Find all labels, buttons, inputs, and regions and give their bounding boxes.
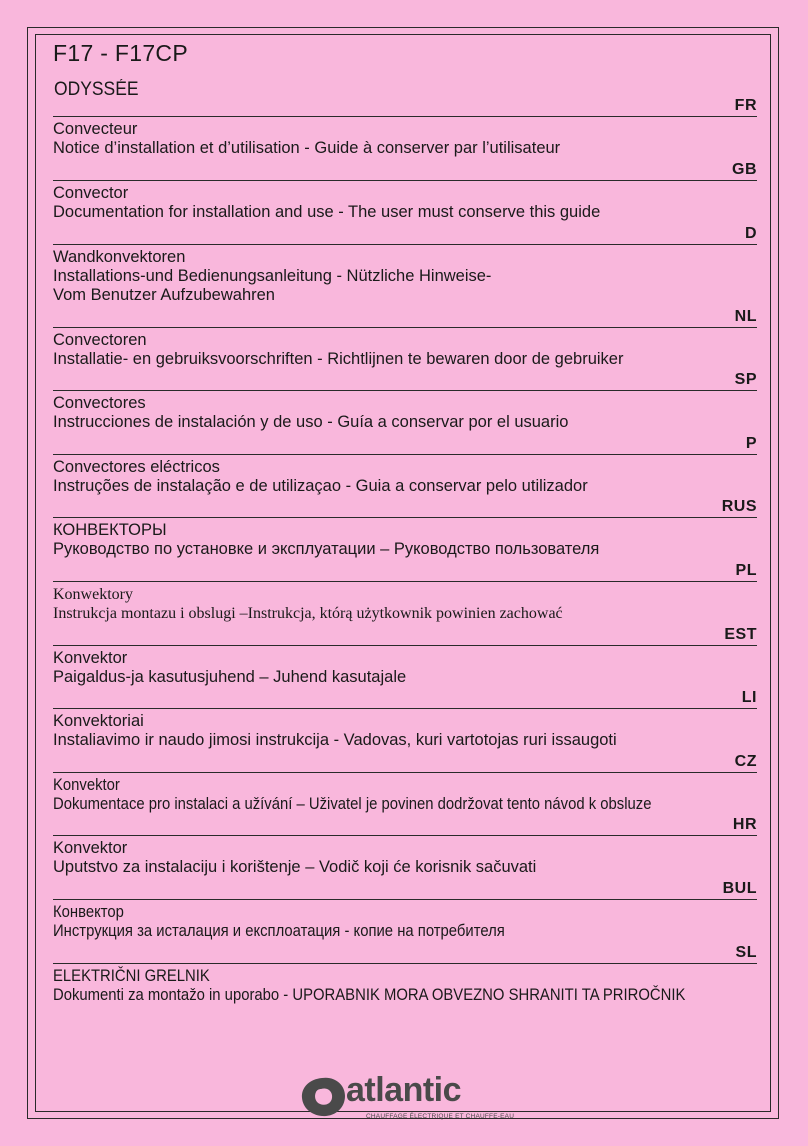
section-title: Convector xyxy=(53,184,129,202)
divider xyxy=(53,708,757,709)
language-code: SL xyxy=(735,944,757,961)
section-description: Documentation for installation and use - The user must conserve this guide xyxy=(53,203,601,221)
language-code: PL xyxy=(735,562,757,579)
section-title: Konvektoriai xyxy=(53,712,144,730)
brand-name: atlantic xyxy=(346,1071,462,1109)
section-description: Installations-und Bedienungsanleitung - Nützliche Hinweise- xyxy=(53,267,492,285)
section-description: Notice d’installation et d’utilisation - Guide à conserver par l’utilisateur xyxy=(53,139,561,157)
section-description: Instrukcja montazu i obslugi –Instrukcja, którą użytkownik powinien zachować xyxy=(53,605,563,622)
section-description: Instaliavimo ir naudo jimosi instrukcija - Vadovas, kuri vartotojas ruri issaugoti xyxy=(53,731,617,749)
divider xyxy=(53,581,757,582)
divider xyxy=(53,244,757,245)
series-name: ODYSSÉE xyxy=(54,79,139,100)
divider xyxy=(53,390,757,391)
section-description: Instruções de instalação e de utilizaçao - Guia a conservar pelo utilizador xyxy=(53,477,588,495)
section-title: Konvektor xyxy=(53,839,128,857)
language-code: CZ xyxy=(734,753,757,770)
section-title: Convectores eléctricos xyxy=(53,458,220,476)
divider xyxy=(53,835,757,836)
language-code: D xyxy=(744,225,757,242)
section-description: Инструкция за исталация и експлоатация - копие на потребителя xyxy=(53,922,505,940)
language-code: GB xyxy=(732,161,757,178)
language-code: LI xyxy=(741,689,757,706)
language-code: SP xyxy=(734,371,757,388)
section-title: Konvektor xyxy=(53,776,120,794)
section-description: Dokumentace pro instalaci a užívání – Uživatel je povinen dodržovat tento návod k obsluze xyxy=(53,795,652,813)
atlantic-logo-mark-icon xyxy=(300,1075,348,1119)
divider xyxy=(53,963,757,964)
atlantic-logo xyxy=(300,1071,515,1125)
brand-tagline: CHAUFFAGE ÉLECTRIQUE ET CHAUFFE-EAU xyxy=(366,1113,515,1120)
section-title: КОНВЕКТОРЫ xyxy=(53,521,167,539)
divider xyxy=(53,327,757,328)
section-title: Convecteur xyxy=(53,120,138,138)
section-description: Руководство по установке и эксплуатации – Руководство пользователя xyxy=(53,540,600,558)
section-title: Konwektory xyxy=(53,586,133,603)
language-code: HR xyxy=(732,816,757,833)
language-code: BUL xyxy=(722,880,757,897)
divider xyxy=(53,517,757,518)
section-title: Konvektor xyxy=(53,649,128,667)
section-description: Instrucciones de instalación y de uso - Guía a conservar por el usuario xyxy=(53,413,569,431)
section-title: ELEKTRIČNI GRELNIK xyxy=(53,967,210,985)
language-code: EST xyxy=(724,626,757,643)
language-code: FR xyxy=(734,97,757,114)
divider xyxy=(53,116,757,117)
divider xyxy=(53,899,757,900)
section-description-line-2: Vom Benutzer Aufzubewahren xyxy=(53,286,275,304)
section-title: Конвектор xyxy=(53,903,124,921)
section-title: Convectoren xyxy=(53,331,147,349)
divider xyxy=(53,645,757,646)
language-code: P xyxy=(745,435,757,452)
section-title: Convectores xyxy=(53,394,146,412)
divider xyxy=(53,454,757,455)
section-description: Dokumenti za montažo in uporabo - UPORABNIK MORA OBVEZNO SHRANITI TA PRIROČNIK xyxy=(53,986,686,1004)
divider xyxy=(53,180,757,181)
language-code: NL xyxy=(734,308,757,325)
section-title: Wandkonvektoren xyxy=(53,248,186,266)
section-description: Uputstvo za instalaciju i korištenje – Vodič koji će korisnik sačuvati xyxy=(53,858,537,876)
section-description: Paigaldus-ja kasutusjuhend – Juhend kasutajale xyxy=(53,668,407,686)
section-description: Installatie- en gebruiksvoorschriften - Richtlijnen te bewaren door de gebruiker xyxy=(53,350,624,368)
language-code: RUS xyxy=(721,498,757,515)
inner-border xyxy=(35,34,771,1112)
model-title: F17 - F17CP xyxy=(53,40,188,66)
divider xyxy=(53,772,757,773)
